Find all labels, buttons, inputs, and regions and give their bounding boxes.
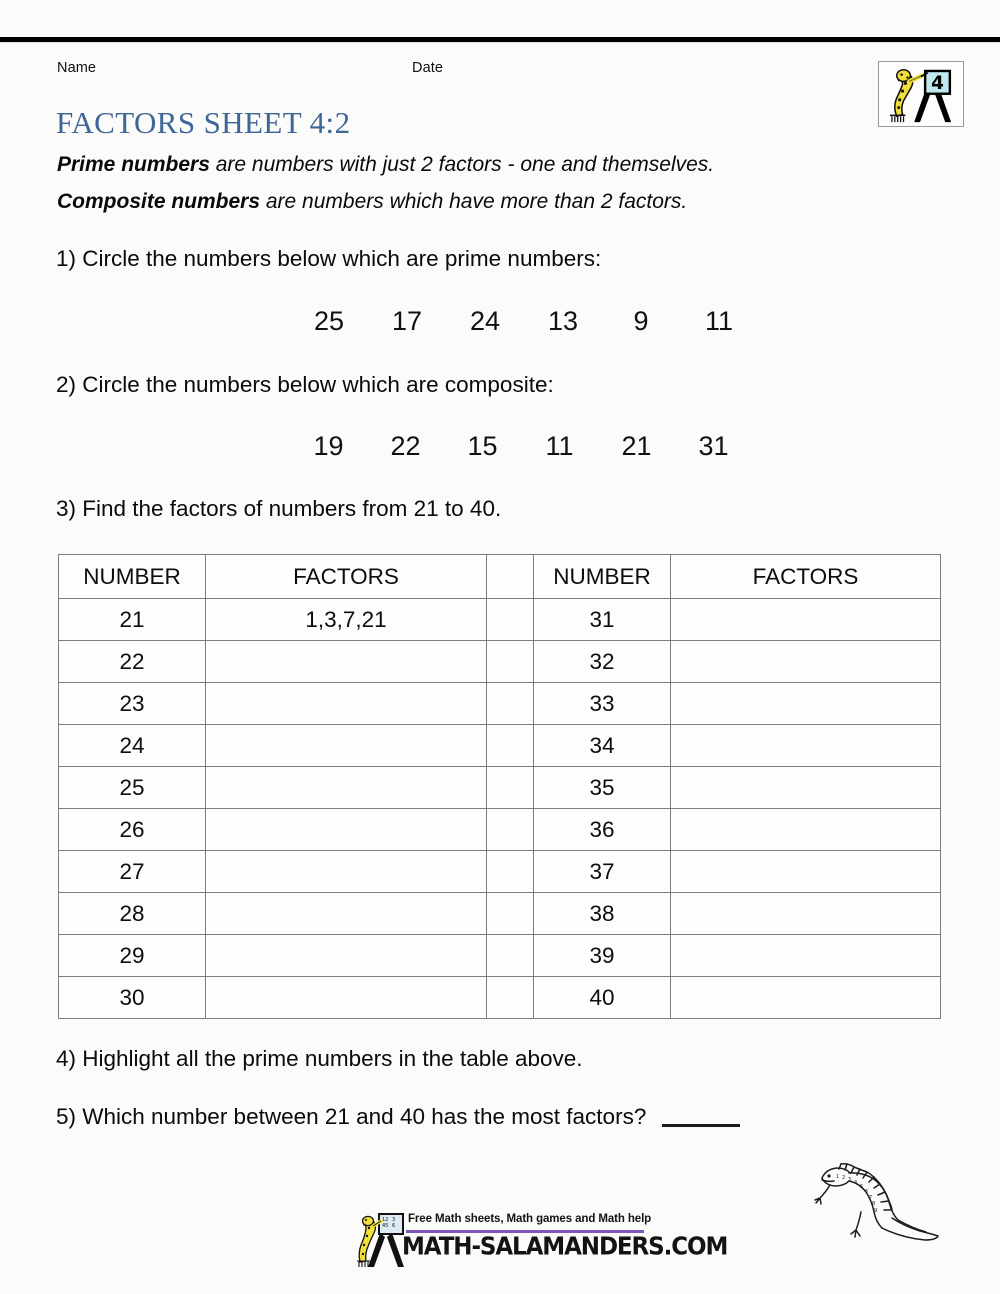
cell-number-right: 37 bbox=[534, 851, 671, 893]
svg-text:3: 3 bbox=[848, 1177, 852, 1183]
name-label: Name bbox=[57, 60, 97, 76]
cell-factors-right[interactable] bbox=[671, 641, 941, 683]
footer-tagline: Free Math sheets, Math games and Math help bbox=[408, 1213, 652, 1225]
cell-number-left: 25 bbox=[59, 767, 206, 809]
svg-text:5: 5 bbox=[860, 1184, 864, 1190]
header-factors-right: FACTORS bbox=[671, 555, 941, 599]
footer-brand-logo[interactable] bbox=[356, 1211, 728, 1269]
svg-text:1: 1 bbox=[836, 1174, 840, 1180]
question-5-row bbox=[56, 1104, 740, 1130]
svg-text:3: 3 bbox=[392, 1217, 396, 1223]
cell-factors-left[interactable]: 1,3,7,21 bbox=[206, 599, 487, 641]
svg-text:4: 4 bbox=[854, 1180, 858, 1186]
cell-factors-left[interactable] bbox=[206, 767, 487, 809]
cell-spacer bbox=[487, 683, 534, 725]
header-number-left: NUMBER bbox=[59, 555, 206, 599]
cell-number-right: 36 bbox=[534, 809, 671, 851]
svg-text:7: 7 bbox=[869, 1195, 873, 1201]
svg-text:8: 8 bbox=[872, 1201, 876, 1207]
top-rule-divider bbox=[0, 37, 1000, 43]
cell-factors-left[interactable] bbox=[206, 683, 487, 725]
cell-spacer bbox=[487, 599, 534, 641]
cell-factors-right[interactable] bbox=[671, 683, 941, 725]
svg-text:45: 45 bbox=[382, 1223, 389, 1229]
cell-factors-right[interactable] bbox=[671, 725, 941, 767]
question-3-text: 3) Find the factors of numbers from 21 to 40. bbox=[56, 496, 502, 521]
table-header-row bbox=[59, 555, 941, 599]
definition-prime-text: are numbers with just 2 factors - one and themselves. bbox=[209, 153, 715, 176]
table-row bbox=[59, 683, 941, 725]
header-factors-left: FACTORS bbox=[206, 555, 487, 599]
q1-number[interactable]: 24 bbox=[469, 306, 501, 336]
cell-number-left: 28 bbox=[59, 893, 206, 935]
cell-number-right: 40 bbox=[534, 977, 671, 1019]
question-5-answer-blank[interactable] bbox=[662, 1111, 740, 1127]
svg-text:6: 6 bbox=[865, 1189, 869, 1195]
q1-number[interactable]: 13 bbox=[547, 306, 579, 336]
cell-factors-right[interactable] bbox=[671, 809, 941, 851]
cell-spacer bbox=[487, 767, 534, 809]
cell-number-right: 34 bbox=[534, 725, 671, 767]
q1-number[interactable]: 9 bbox=[633, 306, 649, 336]
footer-salamander-easel-icon bbox=[356, 1211, 406, 1269]
cell-spacer bbox=[487, 977, 534, 1019]
cell-number-right: 38 bbox=[534, 893, 671, 935]
cell-spacer bbox=[487, 725, 534, 767]
question-4-text: 4) Highlight all the prime numbers in the table above. bbox=[56, 1046, 583, 1071]
cell-factors-right[interactable] bbox=[671, 977, 941, 1019]
table-row bbox=[59, 977, 941, 1019]
footer-brand-text[interactable]: MATH-SALAMANDERS.COM bbox=[402, 1233, 728, 1262]
cell-spacer bbox=[487, 893, 534, 935]
cell-number-right: 39 bbox=[534, 935, 671, 977]
cell-factors-left[interactable] bbox=[206, 977, 487, 1019]
question-2-number-row bbox=[290, 431, 752, 462]
page-title: FACTORS SHEET 4:2 bbox=[56, 105, 351, 140]
salamander-line-drawing-icon bbox=[812, 1152, 942, 1248]
table-row bbox=[59, 641, 941, 683]
cell-spacer bbox=[487, 641, 534, 683]
salamander-easel-logo-icon bbox=[878, 61, 964, 127]
cell-factors-left[interactable] bbox=[206, 851, 487, 893]
table-row bbox=[59, 599, 941, 641]
cell-factors-right[interactable] bbox=[671, 767, 941, 809]
cell-number-right: 33 bbox=[534, 683, 671, 725]
q2-number[interactable]: 31 bbox=[698, 431, 729, 461]
cell-factors-left[interactable] bbox=[206, 935, 487, 977]
svg-text:2: 2 bbox=[842, 1175, 846, 1181]
q2-number[interactable]: 22 bbox=[390, 431, 421, 461]
table-row bbox=[59, 851, 941, 893]
cell-number-left: 23 bbox=[59, 683, 206, 725]
definition-composite-text: are numbers which have more than 2 factors. bbox=[260, 190, 688, 213]
cell-number-left: 27 bbox=[59, 851, 206, 893]
question-2-text: 2) Circle the numbers below which are composite: bbox=[56, 372, 554, 397]
table-row bbox=[59, 809, 941, 851]
cell-number-left: 29 bbox=[59, 935, 206, 977]
question-1-text: 1) Circle the numbers below which are prime numbers: bbox=[56, 246, 602, 271]
q1-number[interactable]: 11 bbox=[704, 306, 734, 336]
cell-factors-right[interactable] bbox=[671, 893, 941, 935]
table-row bbox=[59, 893, 941, 935]
cell-spacer bbox=[487, 851, 534, 893]
definition-composite-term: Composite numbers bbox=[57, 190, 261, 213]
cell-number-right: 31 bbox=[534, 599, 671, 641]
name-date-row bbox=[57, 60, 817, 80]
definition-composite bbox=[57, 190, 687, 214]
q2-number[interactable]: 11 bbox=[545, 431, 574, 461]
svg-text:9: 9 bbox=[874, 1208, 878, 1214]
q1-number[interactable]: 17 bbox=[391, 306, 423, 336]
table-row bbox=[59, 725, 941, 767]
svg-text:6: 6 bbox=[392, 1223, 396, 1229]
q2-number[interactable]: 19 bbox=[313, 431, 344, 461]
factors-table bbox=[58, 554, 941, 1019]
header-number-right: NUMBER bbox=[534, 555, 671, 599]
question-1-number-row bbox=[290, 306, 758, 337]
q2-number[interactable]: 21 bbox=[621, 431, 652, 461]
svg-text:4: 4 bbox=[931, 73, 944, 95]
cell-factors-left[interactable] bbox=[206, 725, 487, 767]
cell-number-left: 22 bbox=[59, 641, 206, 683]
question-5-text: 5) Which number between 21 and 40 has the most factors? bbox=[56, 1104, 647, 1129]
cell-factors-left[interactable] bbox=[206, 809, 487, 851]
cell-number-left: 26 bbox=[59, 809, 206, 851]
cell-number-right: 35 bbox=[534, 767, 671, 809]
cell-factors-right[interactable] bbox=[671, 851, 941, 893]
cell-spacer bbox=[487, 809, 534, 851]
q1-number[interactable]: 25 bbox=[313, 306, 345, 336]
cell-factors-left[interactable] bbox=[206, 893, 487, 935]
table-row bbox=[59, 935, 941, 977]
definition-prime bbox=[57, 153, 714, 177]
q2-number[interactable]: 15 bbox=[467, 431, 498, 461]
definition-prime-term: Prime numbers bbox=[57, 153, 210, 176]
header-spacer bbox=[487, 555, 534, 599]
cell-number-left: 21 bbox=[59, 599, 206, 641]
cell-factors-left[interactable] bbox=[206, 641, 487, 683]
date-label: Date bbox=[412, 60, 444, 76]
cell-number-right: 32 bbox=[534, 641, 671, 683]
svg-text:12: 12 bbox=[382, 1217, 389, 1223]
cell-number-left: 30 bbox=[59, 977, 206, 1019]
cell-factors-right[interactable] bbox=[671, 599, 941, 641]
cell-spacer bbox=[487, 935, 534, 977]
cell-number-left: 24 bbox=[59, 725, 206, 767]
table-row bbox=[59, 767, 941, 809]
cell-factors-right[interactable] bbox=[671, 935, 941, 977]
